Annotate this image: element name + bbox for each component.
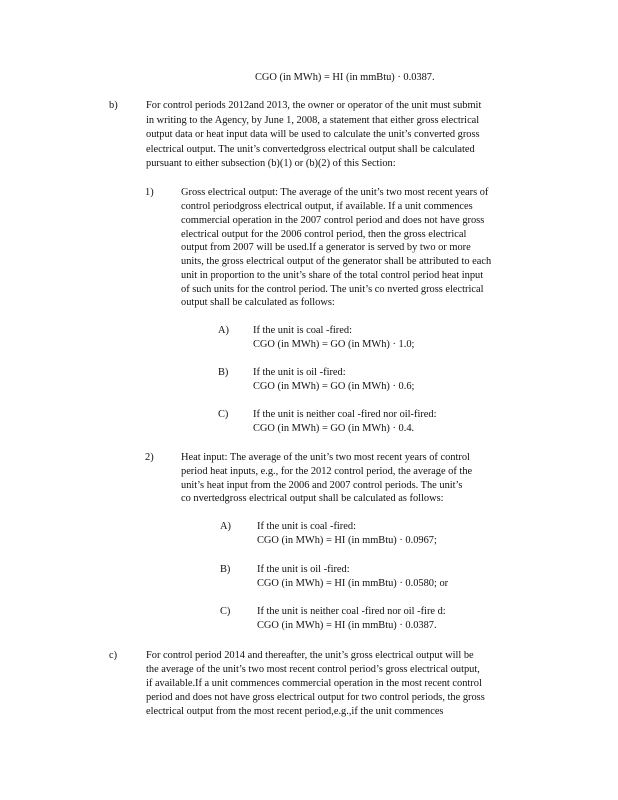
paragraph-c-line: period and does not have gross electrical output for two control periods, the gross: [146, 692, 485, 703]
item-1-subitem-label: A): [218, 325, 229, 336]
item-1-line: unit in proportion to the unit’s share of the total control period heat input: [181, 270, 484, 281]
paragraph-c-line: the average of the unit’s two most recent control period’s gross electrical output,: [146, 664, 480, 675]
item-2-line: co nvertedgross electrical output shall be calculated as follows:: [181, 493, 444, 504]
paragraph-b-line: pursuant to either subsection (b)(1) or (b)(2) of this Section:: [146, 158, 396, 169]
item-1-subitem-condition: If the unit is neither coal -fired nor oil-fired:: [253, 409, 437, 420]
item-2-subitem-label: C): [220, 606, 231, 617]
item-1-line: output from 2007 will be used.If a generator is served by two or more: [181, 242, 471, 253]
item-2-subitem-formula: CGO (in MWh) = HI (in mmBtu) · 0.0387.: [257, 620, 437, 631]
paragraph-c-line: electrical output from the most recent period,e.g.,if the unit commences: [146, 706, 444, 717]
item-1-subitem-formula: CGO (in MWh) = GO (in MWh) · 1.0;: [253, 339, 415, 350]
item-1-line: commercial operation in the 2007 control period and does not have gross: [181, 215, 485, 226]
item-1-subitem-formula: CGO (in MWh) = GO (in MWh) · 0.6;: [253, 381, 415, 392]
item-1-line: units, the gross electrical output of the generator shall be attributed to each: [181, 256, 492, 267]
paragraph-b-line: in writing to the Agency, by June 1, 2008, a statement that either gross electrical: [146, 115, 480, 126]
item-2-subitem-condition: If the unit is neither coal -fired nor oil -fire d:: [257, 606, 446, 617]
item-1-line: Gross electrical output: The average of the unit’s two most recent years of: [181, 187, 489, 198]
item-1-subitem-condition: If the unit is oil -fired:: [253, 367, 346, 378]
item-2-subitem-label: B): [220, 564, 231, 575]
item-1-subitem-label: B): [218, 367, 229, 378]
item-2-subitem-formula: CGO (in MWh) = HI (in mmBtu) · 0.0967;: [257, 535, 437, 546]
item-2-subitem-condition: If the unit is oil -fired:: [257, 564, 350, 575]
paragraph-b-line: electrical output. The unit’s convertedgross electrical output shall be calculated: [146, 144, 475, 155]
item-2-subitem-formula: CGO (in MWh) = HI (in mmBtu) · 0.0580; or: [257, 578, 449, 589]
item-1-line: control periodgross electrical output, if available. If a unit commences: [181, 201, 473, 212]
item-2-line: Heat input: The average of the unit’s two most recent years of control: [181, 452, 470, 463]
item-1-subitem-condition: If the unit is coal -fired:: [253, 325, 352, 336]
item-1-subitem-label: C): [218, 409, 229, 420]
paragraph-c-line: if available.If a unit commences commercial operation in the most recent control: [146, 678, 482, 689]
paragraph-b-line: output data or heat input data will be used to calculate the unit’s converted gross: [146, 129, 480, 140]
item-1-subitem-formula: CGO (in MWh) = GO (in MWh) · 0.4.: [253, 423, 415, 434]
item-2-label: 2): [145, 452, 154, 463]
paragraph-b-line: For control periods 2012and 2013, the owner or operator of the unit must submit: [146, 100, 482, 111]
top-formula: CGO (in MWh) = HI (in mmBtu) · 0.0387.: [255, 72, 435, 83]
item-1-line: of such units for the control period. The unit’s co nverted gross electrical: [181, 284, 484, 295]
item-1-line: output shall be calculated as follows:: [181, 297, 335, 308]
paragraph-b-label: b): [109, 100, 118, 111]
paragraph-c-label: c): [109, 650, 118, 661]
item-1-label: 1): [145, 187, 154, 198]
paragraph-c-line: For control period 2014 and thereafter, the unit’s gross electrical output will be: [146, 650, 474, 661]
item-2-subitem-condition: If the unit is coal -fired:: [257, 521, 356, 532]
item-2-subitem-label: A): [220, 521, 231, 532]
item-2-line: period heat inputs, e.g., for the 2012 control period, the average of the: [181, 466, 473, 477]
item-2-line: unit’s heat input from the 2006 and 2007 control periods. The unit’s: [181, 480, 463, 491]
item-1-line: electrical output for the 2006 control period, then the gross electrical: [181, 229, 467, 240]
